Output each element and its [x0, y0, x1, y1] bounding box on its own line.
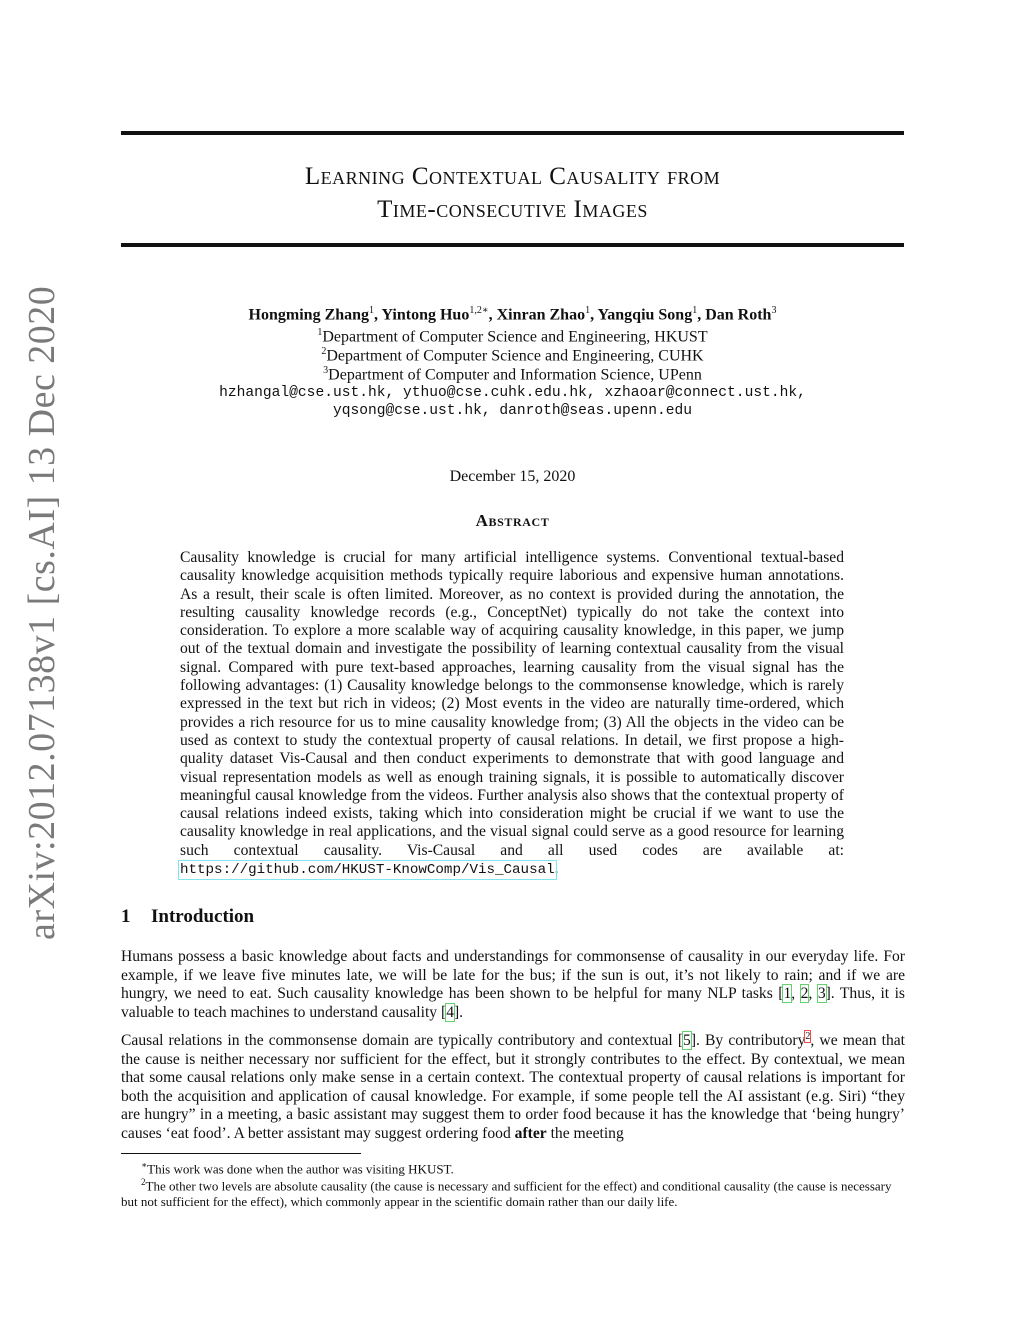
affiliation-mark: 2 — [321, 346, 327, 357]
paper-date: December 15, 2020 — [449, 468, 576, 485]
paragraph-text: ]. By contributory — [690, 1032, 806, 1049]
author-affiliation-mark: 1 — [369, 305, 375, 316]
paragraph-text: Causal relations in the commonsense domain are typically contributory and contextual [ — [121, 1032, 684, 1049]
affiliation-text: Department of Computer Science and Engineering, CUHK — [326, 347, 704, 365]
paragraph-text: Humans possess a basic knowledge about facts and understandings for commonsense of causality in our everyday life. For example, if we leave five minutes late, we will be late for the bus; if the sun is out, it’s not likely to rain; and if we are hungry, we need to eat. Such causality knowledge has been shown to be helpful for many NLP tasks [ — [121, 948, 905, 1003]
paragraph-text: the meeting — [546, 1124, 624, 1142]
author-list: Hongming Zhang$^1$, Yintong Huo$^{1,2∗}$, Xinran Zhao$^1$, Yangqiu Song$^1$, Dan Roth$^3$ — [248, 305, 777, 324]
citation-link[interactable]: 2 — [800, 985, 809, 1003]
citation-link[interactable]: 3 — [817, 985, 826, 1003]
footnote-text: This work was done when the author was visiting HKUST. — [147, 1161, 454, 1177]
citation-link[interactable]: 4 — [446, 1003, 454, 1021]
section-heading — [121, 906, 254, 928]
author-emails-line2: yqsong@cse.ust.hk, danroth@seas.upenn.edu — [332, 403, 693, 419]
author-affiliation-mark: 3 — [771, 305, 777, 316]
abstract-body — [180, 549, 844, 879]
footnote-text: The other two levels are absolute causality (the cause is necessary and sufficient for the effect) and conditional causality (the cause is necessary but not sufficient for the effect), which commonly appear in the scientific domain rather than our daily life. — [121, 1178, 892, 1210]
abstract-heading: Abstract — [475, 511, 550, 530]
title-rule-top — [121, 131, 904, 135]
affiliation-mark: 1 — [317, 327, 323, 338]
paper-title-line1: Learning Contextual Causality from — [304, 163, 721, 190]
paragraph-text: ]. — [453, 1003, 464, 1021]
author-affiliation-mark: 1 — [585, 305, 591, 316]
section-number: 1 — [121, 906, 131, 927]
intro-paragraph-1 — [121, 948, 905, 1022]
github-link[interactable]: https://github.com/HKUST-KnowComp/Vis_Causal — [180, 862, 555, 879]
citation-link[interactable]: 1 — [783, 985, 792, 1003]
affiliation — [121, 327, 904, 346]
affiliation — [121, 365, 904, 384]
paragraph-text: ]. Thus, it is valuable to teach machines to understand causality [ — [121, 985, 905, 1021]
author-name: Dan Roth — [705, 306, 772, 324]
author-emails-line1: hzhangal@cse.ust.hk, ythuo@cse.cuhk.edu.hk, xzhaoar@connect.ust.hk, — [219, 385, 806, 401]
section-title: Introduction — [151, 906, 255, 927]
affiliation-text: Department of Computer and Information Science, UPenn — [328, 366, 702, 384]
citation-separator: , — [808, 985, 818, 1003]
footnote — [121, 1174, 905, 1210]
footnote-mark: ∗ — [141, 1160, 148, 1170]
emphasis-text: after — [514, 1124, 547, 1142]
intro-paragraph-2 — [121, 1032, 905, 1144]
affiliation-text: Department of Computer Science and Engineering, HKUST — [322, 328, 708, 346]
author-name: Hongming Zhang — [248, 306, 370, 324]
title-rule-bottom — [121, 243, 904, 247]
author-affiliation-mark: 1 — [692, 305, 698, 316]
abstract-end: . — [554, 860, 559, 878]
author-name: Xinran Zhao — [496, 306, 586, 324]
paragraph-text: , we mean that the cause is neither necessary nor sufficient for the effect, but it strongly contributes to the effect. By contextual, we mean that some causal relations only make sense in a certain context. The contextual property of causal relations is important for both the acquisition and application of causal knowledge. For example, if some people tell the AI assistant (e.g. Siri) “they are hungry” in a meeting, a basic assistant may suggest them to order food because it has the knowledge that ‘being hungry’ causes ‘eat food’. A better assistant may suggest ordering food — [121, 1032, 905, 1142]
footnote-rule — [121, 1153, 361, 1154]
author-affiliation-mark: 1,2∗ — [469, 305, 489, 316]
footnote-mark: 2 — [141, 1177, 146, 1187]
affiliation-mark: 3 — [323, 365, 329, 376]
author-name: Yintong Huo — [381, 306, 470, 324]
citation-link[interactable]: 5 — [683, 1032, 691, 1049]
author-name: Yangqiu Song — [597, 306, 693, 324]
paper-title-line2: Time-consecutive Images — [377, 196, 648, 223]
footnote-link[interactable]: 2 — [805, 1030, 811, 1042]
citation-separator: , — [791, 985, 801, 1003]
arxiv-side-label: arXiv:2012.07138v1 [cs.AI] 13 Dec 2020 — [21, 285, 63, 940]
abstract-text: Causality knowledge is crucial for many artificial intelligence systems. Conventional textual-based causality knowledge acquisition methods typically require laborious and expensive human annotations. As a result, their scale is often limited. Moreover, as no context is provided during the annotation, the resulting causality knowledge records (e.g., ConceptNet) typically do not take the context into consideration. To explore a more scalable way of acquiring causality knowledge, in this paper, we jump out of the textual domain and investigate the possibility of learning contextual causality from the visual signal. Compared with pure text-based approaches, learning causality from the visual signal has the following advantages: (1) Causality knowledge belongs to the commonsense knowledge, which is rarely expressed in the text but rich in videos; (2) Most events in the video are naturally time-ordered, which provides a rich resource for us to mine causality knowledge from; (3) All the objects in the video can be used as context to study the contextual property of causal relations. In detail, we first propose a high-quality dataset Vis-Causal and then conduct experiments to demonstrate that with good language and visual representation models as well as enough training signals, it is possible to automatically discover meaningful causal knowledge from the videos. Further analysis also shows that the contextual property of causal relations indeed exists, taking which into consideration might be crucial if we want to use the causality knowledge in real applications, and the visual signal could serve as a good resource for learning such contextual causality. Vis-Causal and all used codes are available at: — [180, 549, 844, 859]
affiliation — [121, 346, 904, 365]
